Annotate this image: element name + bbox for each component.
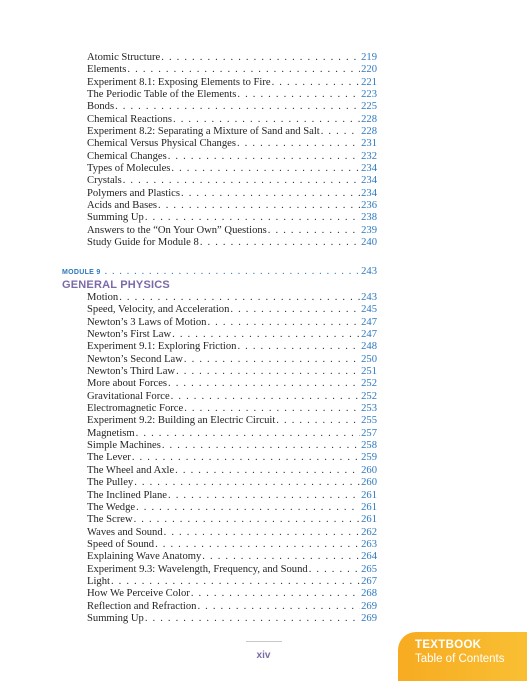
toc-entry-title: Electromagnetic Force [87, 403, 184, 415]
toc-entry-page-number: 263 [361, 538, 377, 550]
toc-entry-page-number: 269 [361, 600, 377, 612]
dot-leader [237, 138, 360, 150]
dot-leader [191, 588, 360, 600]
toc-entry-title: The Wedge [87, 501, 136, 513]
dot-leader [207, 317, 360, 329]
dot-leader [145, 212, 360, 224]
toc-entry-page-number: 251 [361, 366, 377, 378]
toc-entry[interactable] [87, 539, 377, 551]
toc-entry-page-number: 264 [361, 551, 377, 563]
toc-entry-title: Simple Machines [87, 440, 161, 452]
dot-leader [145, 613, 360, 625]
toc-entry-title: Answers to the “On Your Own” Questions [87, 224, 267, 236]
toc-entry-page-number: 228 [361, 113, 377, 125]
dot-leader [158, 200, 360, 212]
toc-entry-title: The Wheel and Axle [87, 464, 175, 476]
dot-leader [155, 539, 360, 551]
toc-entry[interactable] [87, 514, 377, 526]
dot-leader [111, 576, 360, 588]
toc-entry[interactable] [87, 329, 377, 341]
toc-entry-page-number: 232 [361, 150, 377, 162]
dot-leader [197, 601, 360, 613]
toc-entry-title: Experiment 9.2: Building an Electric Circuit [87, 415, 276, 427]
toc-entry-page-number: 243 [361, 292, 377, 303]
toc-entry[interactable] [87, 126, 377, 138]
toc-entry-title: Newton’s Third Law [87, 366, 176, 378]
module8-toc-list [87, 52, 377, 250]
toc-entry-page-number: 260 [361, 464, 377, 476]
toc-entry-title: Magnetism [87, 427, 135, 439]
toc-entry-title: Atomic Structure [87, 52, 161, 63]
module9-heading-line[interactable] [62, 266, 377, 278]
dot-leader [237, 341, 360, 353]
dot-leader [168, 151, 360, 163]
toc-entry[interactable] [87, 502, 377, 514]
table-of-contents-tab[interactable] [398, 632, 527, 681]
dot-leader [184, 354, 360, 366]
toc-entry[interactable] [87, 212, 377, 224]
dot-leader [171, 391, 360, 403]
toc-entry-title: Gravitational Force [87, 390, 170, 402]
dot-leader [309, 564, 360, 576]
toc-entry[interactable] [87, 151, 377, 163]
toc-entry[interactable] [87, 576, 377, 588]
toc-entry[interactable] [87, 101, 377, 113]
dot-leader [268, 225, 360, 237]
tab-label-textbook: TEXTBOOK [415, 639, 482, 651]
toc-entry-title: Motion [87, 292, 119, 303]
toc-entry[interactable] [87, 415, 377, 427]
toc-entry-title: Waves and Sound [87, 526, 163, 538]
toc-entry-title: Newton’s First Law [87, 329, 172, 341]
toc-entry-page-number: 236 [361, 200, 377, 212]
dot-leader [164, 527, 360, 539]
toc-entry-title: Reflection and Refraction [87, 600, 197, 612]
module-label: MODULE 9 [62, 269, 101, 276]
toc-entry-page-number: 253 [361, 403, 377, 415]
toc-entry-page-number: 240 [361, 237, 377, 249]
dot-leader [230, 304, 360, 316]
toc-entry-title: How We Perceive Color [87, 588, 190, 600]
toc-entry-title: The Lever [87, 452, 131, 464]
toc-entry-title: Newton’s Second Law [87, 353, 183, 365]
toc-entry-title: Experiment 8.2: Separating a Mixture of Sand and Salt [87, 126, 320, 138]
page-number: xiv [256, 650, 271, 661]
dot-leader [161, 52, 360, 64]
toc-entry[interactable] [87, 428, 377, 440]
toc-entry-page-number: 231 [361, 138, 377, 150]
toc-entry-title: Crystals [87, 175, 122, 187]
toc-entry-page-number: 234 [361, 175, 377, 187]
toc-entry-page-number: 268 [361, 588, 377, 600]
dot-leader [321, 126, 360, 138]
dot-leader [176, 366, 360, 378]
toc-entry[interactable] [87, 175, 377, 187]
toc-entry-title: Speed, Velocity, and Acceleration [87, 304, 230, 316]
toc-entry[interactable] [87, 138, 377, 150]
toc-entry-title: Speed of Sound [87, 538, 155, 550]
toc-entry-title: Summing Up [87, 612, 144, 624]
toc-entry[interactable] [87, 188, 377, 200]
toc-entry[interactable] [87, 564, 377, 576]
toc-entry[interactable] [87, 317, 377, 329]
toc-entry-page-number: 261 [361, 501, 377, 513]
toc-entry-title: The Periodic Table of the Elements [87, 89, 237, 101]
toc-entry-page-number: 259 [361, 452, 377, 464]
toc-entry[interactable] [87, 114, 377, 126]
toc-entry-title: The Screw [87, 514, 133, 526]
toc-entry[interactable] [87, 452, 377, 464]
toc-entry-title: Bonds [87, 101, 115, 113]
toc-entry-title: Experiment 9.1: Exploring Friction [87, 341, 237, 353]
toc-entry-page-number: 221 [361, 76, 377, 88]
toc-entry-page-number: 223 [361, 89, 377, 101]
toc-entry[interactable] [87, 366, 377, 378]
module9-toc-list [87, 292, 377, 625]
dot-leader [115, 101, 360, 113]
toc-entry-page-number: 234 [361, 163, 377, 175]
toc-entry-title: Types of Molecules [87, 163, 171, 175]
toc-entry-title: Polymers and Plastics [87, 187, 180, 199]
toc-entry-title: Chemical Changes [87, 150, 167, 162]
dot-leader [136, 502, 360, 514]
toc-entry-page-number: 267 [361, 575, 377, 587]
dot-leader [171, 163, 360, 175]
module-page-number: 243 [361, 266, 377, 277]
toc-entry[interactable] [87, 77, 377, 89]
dot-leader [105, 266, 360, 278]
dot-leader [119, 292, 360, 304]
toc-entry[interactable] [87, 378, 377, 390]
toc-entry[interactable] [87, 613, 377, 625]
dot-leader [168, 490, 360, 502]
toc-entry[interactable] [87, 52, 377, 64]
toc-entry-page-number: 252 [361, 378, 377, 390]
toc-entry[interactable] [87, 354, 377, 366]
toc-entry-page-number: 255 [361, 415, 377, 427]
dot-leader [276, 415, 360, 427]
dot-leader [181, 188, 360, 200]
dot-leader [134, 477, 360, 489]
toc-entry[interactable] [87, 440, 377, 452]
toc-entry-title: Experiment 8.1: Exposing Elements to Fire [87, 76, 271, 88]
toc-entry[interactable] [87, 527, 377, 539]
toc-entry[interactable] [87, 601, 377, 613]
toc-entry-page-number: 252 [361, 390, 377, 402]
toc-entry-page-number: 261 [361, 514, 377, 526]
toc-entry-title: The Pulley [87, 477, 134, 489]
dot-leader [173, 114, 360, 126]
dot-leader [168, 378, 360, 390]
toc-entry-page-number: 225 [361, 101, 377, 113]
dot-leader [123, 175, 360, 187]
toc-entry-title: Explaining Wave Anatomy [87, 551, 202, 563]
dot-leader [134, 514, 361, 526]
toc-entry[interactable] [87, 403, 377, 415]
toc-entry-page-number: 269 [361, 612, 377, 624]
toc-entry-title: Summing Up [87, 212, 144, 224]
dot-leader [132, 452, 360, 464]
toc-entry[interactable] [87, 225, 377, 237]
toc-entry-page-number: 250 [361, 353, 377, 365]
dot-leader [162, 440, 360, 452]
dot-leader [136, 428, 360, 440]
toc-entry-page-number: 260 [361, 477, 377, 489]
tab-label-toc: Table of Contents [415, 653, 505, 665]
footer-divider [246, 641, 282, 642]
toc-entry[interactable] [87, 551, 377, 563]
toc-entry-page-number: 234 [361, 187, 377, 199]
toc-entry[interactable] [87, 200, 377, 212]
toc-entry[interactable] [87, 391, 377, 403]
toc-entry-title: Light [87, 575, 110, 587]
toc-entry-page-number: 238 [361, 212, 377, 224]
toc-entry-page-number: 247 [361, 316, 377, 328]
toc-entry-page-number: 220 [361, 64, 377, 76]
toc-entry-title: More about Forces [87, 378, 168, 390]
toc-entry-page-number: 257 [361, 427, 377, 439]
toc-entry-page-number: 248 [361, 341, 377, 353]
toc-entry-page-number: 262 [361, 526, 377, 538]
dot-leader [172, 329, 360, 341]
module9-header [62, 266, 377, 291]
toc-entry[interactable] [87, 465, 377, 477]
toc-entry-page-number: 239 [361, 224, 377, 236]
toc-entry-title: Study Guide for Module 8 [87, 237, 199, 249]
toc-entry-title: The Inclined Plane [87, 489, 168, 501]
toc-entry[interactable] [87, 588, 377, 600]
toc-entry-page-number: 247 [361, 329, 377, 341]
toc-entry-title: Elements [87, 64, 127, 76]
dot-leader [237, 89, 360, 101]
toc-entry-title: Acids and Bases [87, 200, 158, 212]
toc-entry[interactable] [87, 163, 377, 175]
toc-entry-page-number: 228 [361, 126, 377, 138]
dot-leader [175, 465, 360, 477]
toc-entry[interactable] [87, 292, 377, 304]
toc-entry-page-number: 245 [361, 304, 377, 316]
toc-entry-title: Newton’s 3 Laws of Motion [87, 316, 207, 328]
dot-leader [184, 403, 360, 415]
toc-entry[interactable] [87, 237, 377, 249]
toc-entry[interactable] [87, 89, 377, 101]
toc-entry-page-number: 219 [361, 52, 377, 63]
toc-entry[interactable] [87, 64, 377, 76]
toc-entry[interactable] [87, 304, 377, 316]
toc-entry-page-number: 265 [361, 563, 377, 575]
toc-entry-title: Chemical Reactions [87, 113, 173, 125]
dot-leader [200, 237, 360, 249]
module-title: GENERAL PHYSICS [62, 279, 170, 291]
toc-entry-page-number: 261 [361, 489, 377, 501]
dot-leader [202, 551, 360, 563]
dot-leader [272, 77, 361, 89]
toc-entry[interactable] [87, 490, 377, 502]
toc-entry-title: Chemical Versus Physical Changes [87, 138, 236, 150]
toc-entry[interactable] [87, 477, 377, 489]
toc-entry[interactable] [87, 341, 377, 353]
toc-entry-title: Experiment 9.3: Wavelength, Frequency, and Sound [87, 563, 308, 575]
dot-leader [127, 64, 360, 76]
toc-entry-page-number: 258 [361, 440, 377, 452]
